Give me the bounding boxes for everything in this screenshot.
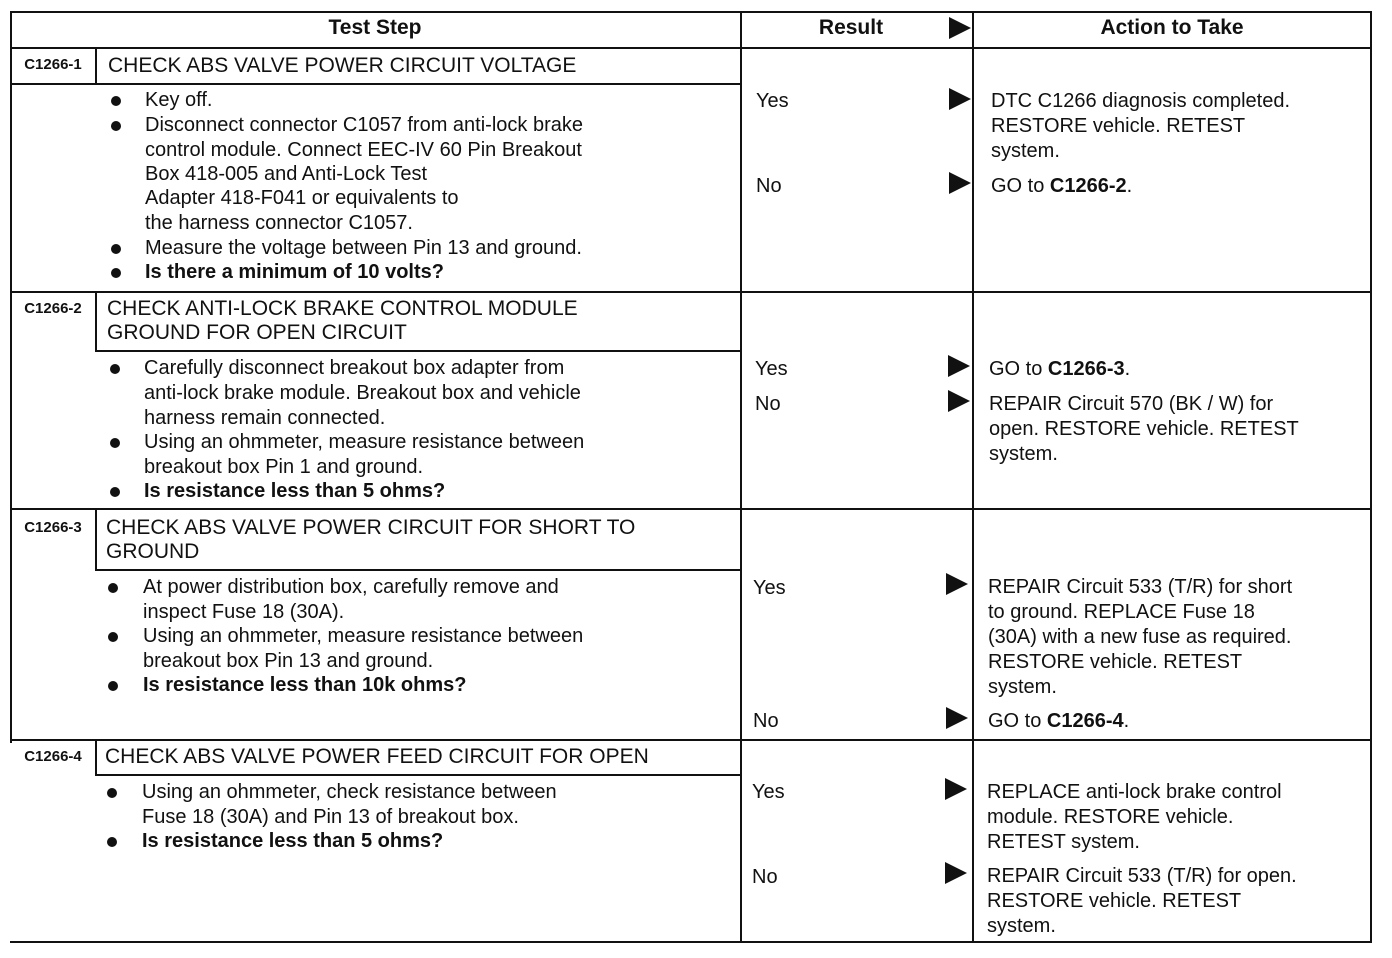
step-instruction: Carefully disconnect breakout box adapter from — [144, 357, 565, 379]
step-instruction: Fuse 18 (30A) and Pin 13 of breakout box. — [142, 806, 519, 828]
header-result: Result — [818, 16, 884, 39]
table-border-top — [10, 11, 1372, 13]
title-divider-4 — [95, 774, 741, 776]
result-yes: Yes — [755, 358, 788, 380]
bullet-icon — [110, 364, 120, 374]
step-instruction: control module. Connect EEC-IV 60 Pin Breakout — [145, 139, 582, 161]
step-question: Is resistance less than 10k ohms? — [143, 674, 467, 696]
action-goto: GO to C1266-4. — [988, 710, 1130, 732]
bullet-icon — [110, 487, 120, 497]
step-reference: C1266-4 — [1046, 710, 1124, 732]
result-no: No — [752, 866, 778, 888]
action-text: DTC C1266 diagnosis completed. RESTORE vehicle. RETEST system. — [991, 90, 1291, 162]
header-action: Action to Take — [1100, 16, 1244, 39]
result-arrow-icon — [945, 862, 967, 884]
result-no: No — [755, 393, 781, 415]
title-divider-3 — [95, 569, 741, 571]
step-title: CHECK ABS VALVE POWER FEED CIRCUIT FOR OPEN — [105, 745, 649, 768]
title-divider-2 — [95, 350, 741, 352]
step-question: Is resistance less than 5 ohms? — [144, 480, 446, 502]
bullet-icon — [108, 632, 118, 642]
step-instruction: Using an ohmmeter, check resistance between — [142, 781, 557, 803]
result-yes: Yes — [753, 577, 786, 599]
bullet-icon — [110, 438, 120, 448]
step-title: GROUND FOR OPEN CIRCUIT — [107, 321, 407, 344]
result-yes: Yes — [752, 781, 785, 803]
step-id: C1266-1 — [24, 56, 82, 73]
action-text: REPAIR Circuit 533 (T/R) for open. RESTORE vehicle. RETEST system. — [987, 865, 1297, 937]
step-id: C1266-2 — [24, 300, 82, 317]
step-instruction: Using an ohmmeter, measure resistance between — [144, 431, 585, 453]
step-instruction: anti-lock brake module. Breakout box and vehicle — [144, 382, 581, 404]
step-instruction: Adapter 418-F041 or equivalents to — [145, 187, 459, 209]
step-instruction: harness remain connected. — [144, 407, 386, 429]
id-sep-2 — [95, 291, 97, 352]
col-sep-action — [972, 11, 974, 943]
bullet-icon — [111, 268, 121, 278]
bullet-icon — [111, 121, 121, 131]
step-instruction: the harness connector C1057. — [145, 212, 413, 234]
step-question: Is resistance less than 5 ohms? — [142, 830, 444, 852]
step-divider-2 — [10, 508, 1372, 510]
header-divider — [10, 47, 1372, 49]
step-id: C1266-4 — [24, 748, 82, 765]
result-no: No — [756, 175, 782, 197]
step-instruction: At power distribution box, carefully remove and — [143, 576, 559, 598]
step-reference: C1266-3 — [1047, 358, 1125, 380]
action-text: REPAIR Circuit 570 (BK / W) for open. RESTORE vehicle. RETEST system. — [989, 393, 1299, 465]
id-sep-4 — [95, 740, 97, 776]
step-id: C1266-3 — [24, 519, 82, 536]
table-border-left — [10, 11, 12, 743]
result-arrow-icon — [945, 778, 967, 800]
step-title: CHECK ANTI-LOCK BRAKE CONTROL MODULE — [107, 297, 578, 320]
result-no: No — [753, 710, 779, 732]
step-instruction: Disconnect connector C1057 from anti-lock brake — [145, 114, 583, 136]
step-instruction: Box 418-005 and Anti-Lock Test — [145, 163, 428, 185]
step-instruction: Measure the voltage between Pin 13 and ground. — [145, 237, 582, 259]
result-arrow-icon — [948, 355, 970, 377]
result-arrow-icon — [946, 707, 968, 729]
result-yes: Yes — [756, 90, 789, 112]
title-divider-1 — [10, 83, 741, 85]
bullet-icon — [108, 681, 118, 691]
step-title: GROUND — [106, 540, 200, 563]
step-instruction: Key off. — [145, 89, 213, 111]
header-arrow-icon — [949, 17, 971, 39]
id-sep-1 — [95, 47, 97, 83]
bullet-icon — [111, 244, 121, 254]
step-title: CHECK ABS VALVE POWER CIRCUIT FOR SHORT TO — [106, 516, 636, 539]
bullet-icon — [108, 583, 118, 593]
step-instruction: breakout box Pin 13 and ground. — [143, 650, 434, 672]
step-instruction: Using an ohmmeter, measure resistance between — [143, 625, 584, 647]
table-border-bottom — [10, 941, 1370, 943]
result-arrow-icon — [949, 88, 971, 110]
bullet-icon — [107, 837, 117, 847]
step-divider-3 — [10, 739, 1372, 741]
step-reference: C1266-2 — [1049, 175, 1127, 197]
result-arrow-icon — [946, 573, 968, 595]
action-text: REPAIR Circuit 533 (T/R) for short to ground. REPLACE Fuse 18 (30A) with a new fuse as required. RESTORE vehicle. RETEST system. — [988, 576, 1293, 698]
step-instruction: breakout box Pin 1 and ground. — [144, 456, 424, 478]
bullet-icon — [107, 788, 117, 798]
action-goto: GO to C1266-3. — [989, 358, 1131, 380]
result-arrow-icon — [949, 172, 971, 194]
col-sep-result — [740, 11, 742, 943]
header-test-step: Test Step — [328, 16, 422, 39]
result-arrow-icon — [948, 390, 970, 412]
step-instruction: inspect Fuse 18 (30A). — [143, 601, 345, 623]
bullet-icon — [111, 96, 121, 106]
action-goto: GO to C1266-2. — [991, 175, 1133, 197]
id-sep-3 — [95, 510, 97, 571]
step-title: CHECK ABS VALVE POWER CIRCUIT VOLTAGE — [108, 54, 577, 77]
action-text: REPLACE anti-lock brake control module. RESTORE vehicle. RETEST system. — [987, 781, 1282, 853]
step-question: Is there a minimum of 10 volts? — [145, 261, 444, 283]
step-divider-1 — [10, 291, 1372, 293]
